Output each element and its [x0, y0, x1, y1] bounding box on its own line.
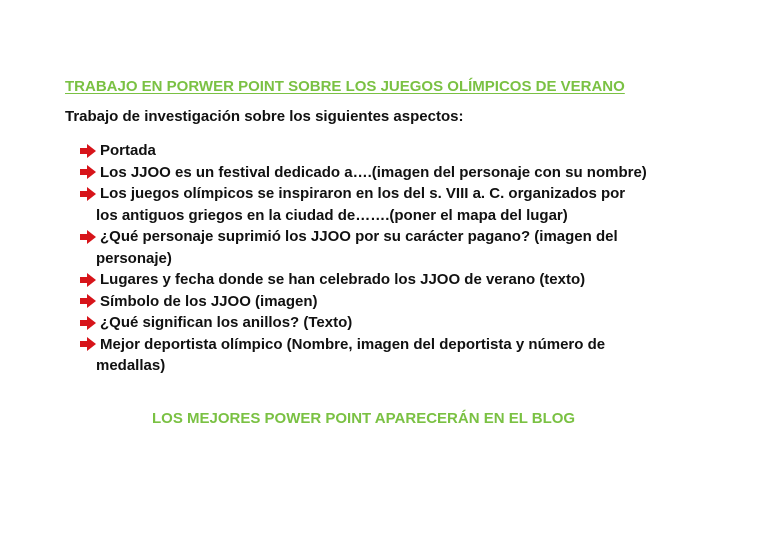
list-item-text	[98, 334, 605, 377]
list-item-text	[98, 291, 318, 313]
list-item-text	[98, 140, 156, 162]
list-item	[80, 334, 740, 377]
list-item	[80, 269, 740, 291]
list-item-text	[98, 226, 618, 269]
list-item-line: Lugares y fecha donde se han celebrado los JJOO de verano (texto)	[100, 271, 586, 288]
list-item-line: Mejor deportista olímpico (Nombre, imagen del deportista y número de	[100, 335, 606, 353]
list-item	[80, 162, 740, 184]
list-item-continuation: personaje)	[96, 249, 172, 267]
aspects-list	[80, 140, 740, 377]
right-arrow-icon	[80, 334, 98, 356]
list-item-continuation: los antiguos griegos en la ciudad de…….(poner el mapa del lugar)	[96, 206, 568, 224]
list-item-line: Símbolo de los JJOO (imagen)	[100, 292, 318, 310]
right-arrow-icon	[80, 226, 98, 248]
right-arrow-icon	[80, 291, 98, 313]
list-item-line: Los JJOO es un festival dedicado a….(imagen del personaje con su nombre)	[100, 163, 647, 181]
right-arrow-icon	[80, 140, 98, 162]
list-item	[80, 312, 740, 334]
list-item-line: ¿Qué personaje suprimió los JJOO por su carácter pagano? (imagen del	[100, 228, 618, 245]
list-item	[80, 183, 740, 226]
list-item-continuation: medallas)	[96, 357, 166, 374]
right-arrow-icon	[80, 269, 98, 291]
list-item	[80, 140, 740, 162]
list-item-text	[98, 162, 647, 184]
right-arrow-icon	[80, 312, 98, 334]
list-item	[80, 291, 740, 313]
document-subtitle: Trabajo de investigación sobre los siguientes aspectos:	[65, 108, 464, 125]
list-item-text	[98, 183, 625, 226]
list-item-text	[98, 269, 585, 291]
list-item-line: Los juegos olímpicos se inspiraron en los del s. VIII a. C. organizados por	[100, 185, 626, 202]
blog-footer-note: LOS MEJORES POWER POINT APARECERÁN EN EL BLOG	[152, 410, 576, 427]
list-item	[80, 226, 740, 269]
right-arrow-icon	[80, 162, 98, 184]
list-item-text	[98, 312, 352, 334]
right-arrow-icon	[80, 183, 98, 205]
list-item-line: ¿Qué significan los anillos? (Texto)	[100, 314, 353, 331]
list-item-line: Portada	[100, 142, 156, 159]
document-title: TRABAJO EN PORWER POINT SOBRE LOS JUEGOS OLÍMPICOS DE VERANO	[65, 78, 625, 95]
